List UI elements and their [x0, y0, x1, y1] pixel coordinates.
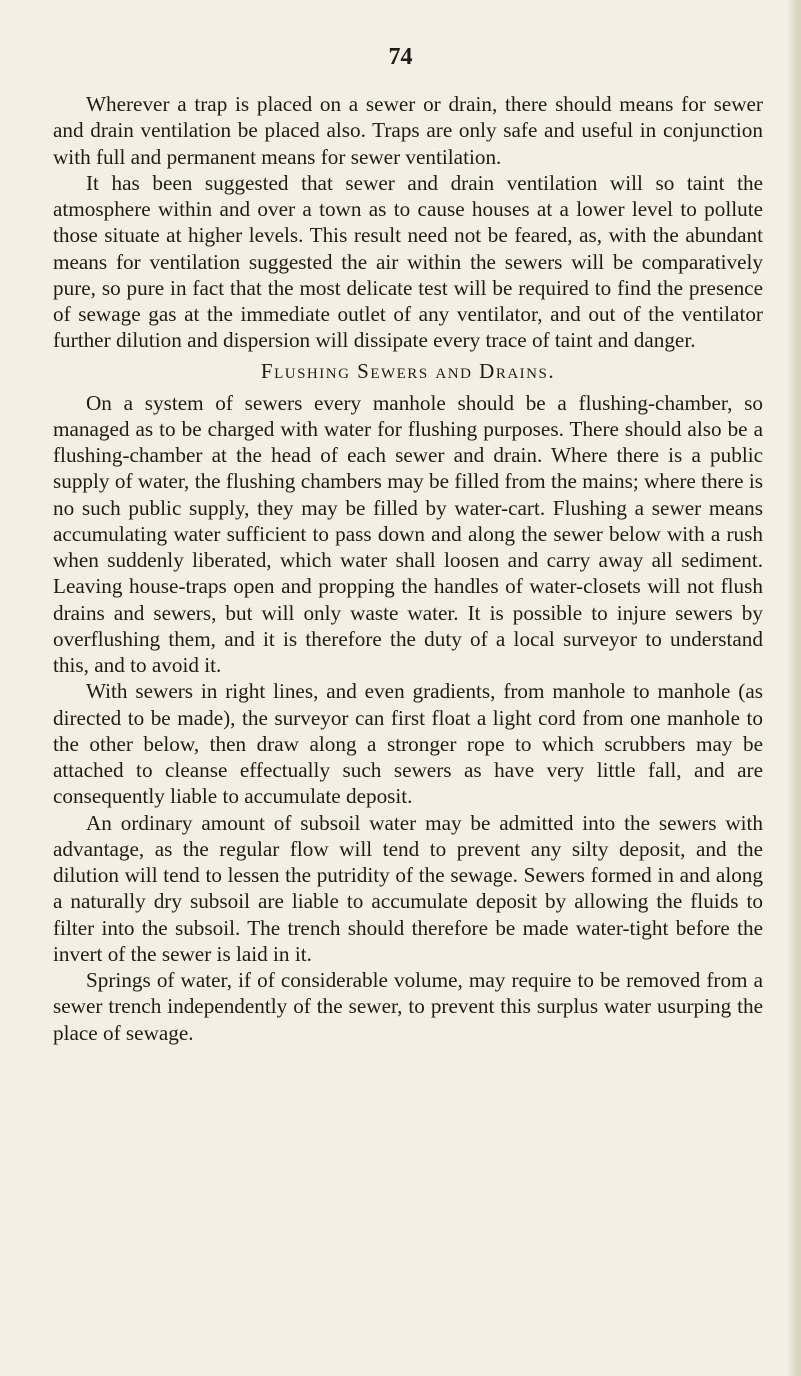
page-number: 74: [388, 44, 413, 70]
page-edge-shadow: [787, 0, 801, 1376]
paragraph-scrubbers: With sewers in right lines, and even gradients, from manhole to manhole (as directed to be made), the surveyor can first float a light cord from one manhole to the other below, then draw along a stronger rope to which scrubbers may be attached to cleanse effectually such sewers as have very little fall, and are consequently liable to accumulate deposit.: [53, 679, 763, 809]
paragraph-flushing-chambers: On a system of sewers every manhole should be a flushing-chamber, so managed as to be charged with water for flushing purposes. There should also be a flushing-chamber at the head of each sewer and drain. Where there is a public supply of water, the flushing chambers may be filled from the mains; where there is no such public supply, they may be filled by water-cart. Flushing a sewer means accumulating water sufficient to pass down and along the sewer below with a rush when suddenly liberated, which water shall loosen and carry away all sediment. Leaving house-traps open and propping the handles of water-closets will not flush drains and sewers, but will only waste water. It is possible to injure sewers by overflushing them, and it is therefore the duty of a local surveyor to understand this, and to avoid it.: [53, 390, 763, 677]
paragraph-springs: Springs of water, if of considerable volume, may require to be removed from a sewer trench independently of the sewer, to prevent this surplus water usurping the place of sewage.: [53, 968, 763, 1045]
paragraph-trap-ventilation: Wherever a trap is placed on a sewer or drain, there should means for sewer and drain ventilation be placed also. Traps are only safe and useful in conjunction with full and permanent means for sewer ventilation.: [53, 92, 763, 169]
body-text: [53, 91, 763, 1046]
paragraph-atmosphere-taint: It has been suggested that sewer and drain ventilation will so taint the atmosphere within and over a town as to cause houses at a lower level to pollute those situate at higher levels. This result need not be feared, as, with the abundant means for ventilation suggested the air within the sewers will be comparatively pure, so pure in fact that the most delicate test will be required to find the presence of sewage gas at the immediate outlet of any ventilator, and out of the ventilator further dilution and dispersion will dissipate every trace of taint and danger.: [53, 170, 763, 353]
section-heading: Flushing Sewers and Drains.: [260, 358, 556, 383]
paragraph-subsoil-water: An ordinary amount of subsoil water may be admitted into the sewers with advantage, as the regular flow will tend to prevent any silty deposit, and the dilution will tend to lessen the putridity of the sewage. Sewers formed in and along a naturally dry subsoil are liable to accumulate deposit by allowing the fluids to filter into the subsoil. The trench should therefore be made water-tight before the invert of the sewer is laid in it.: [53, 810, 763, 966]
